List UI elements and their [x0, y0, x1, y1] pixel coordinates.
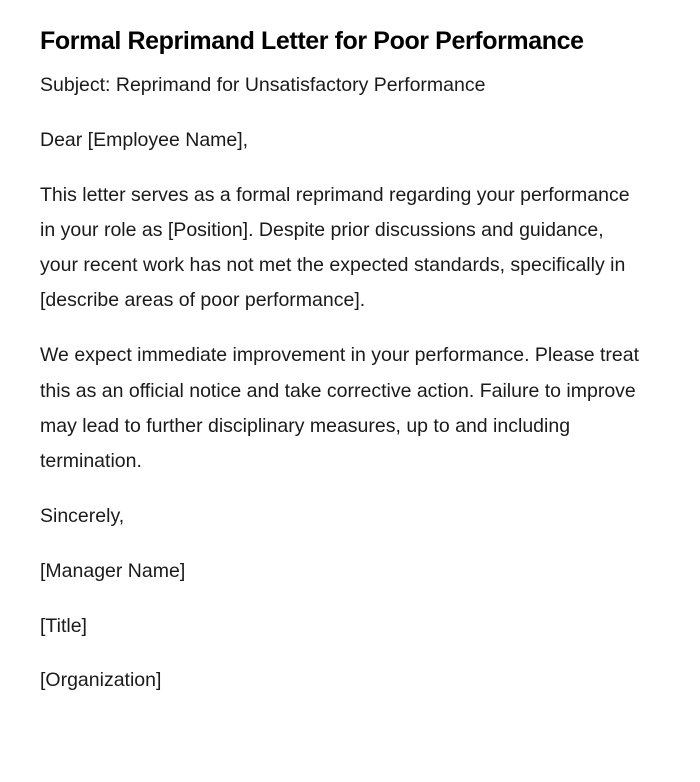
document-title: Formal Reprimand Letter for Poor Performance — [40, 27, 584, 55]
signature-name: [Manager Name] — [40, 559, 186, 582]
signature-organization: [Organization] — [40, 669, 162, 692]
body-paragraph-2: We expect immediate improvement in your performance. Please treat this as an official notice and take corrective action. Failure to improve may lead to further disciplinary measures, up to and including termination. — [40, 344, 639, 473]
body-paragraph-1: This letter serves as a formal reprimand regarding your performance in your role as [Position]. Despite prior discussions and guidance, your recent work has not met the expected standards, specifically in [describe areas of poor performance]. — [40, 183, 630, 312]
subject-line: Subject: Reprimand for Unsatisfactory Performance — [40, 74, 486, 96]
salutation: Dear [Employee Name], — [40, 128, 249, 151]
closing: Sincerely, — [40, 504, 125, 527]
signature-title: [Title] — [40, 614, 87, 637]
